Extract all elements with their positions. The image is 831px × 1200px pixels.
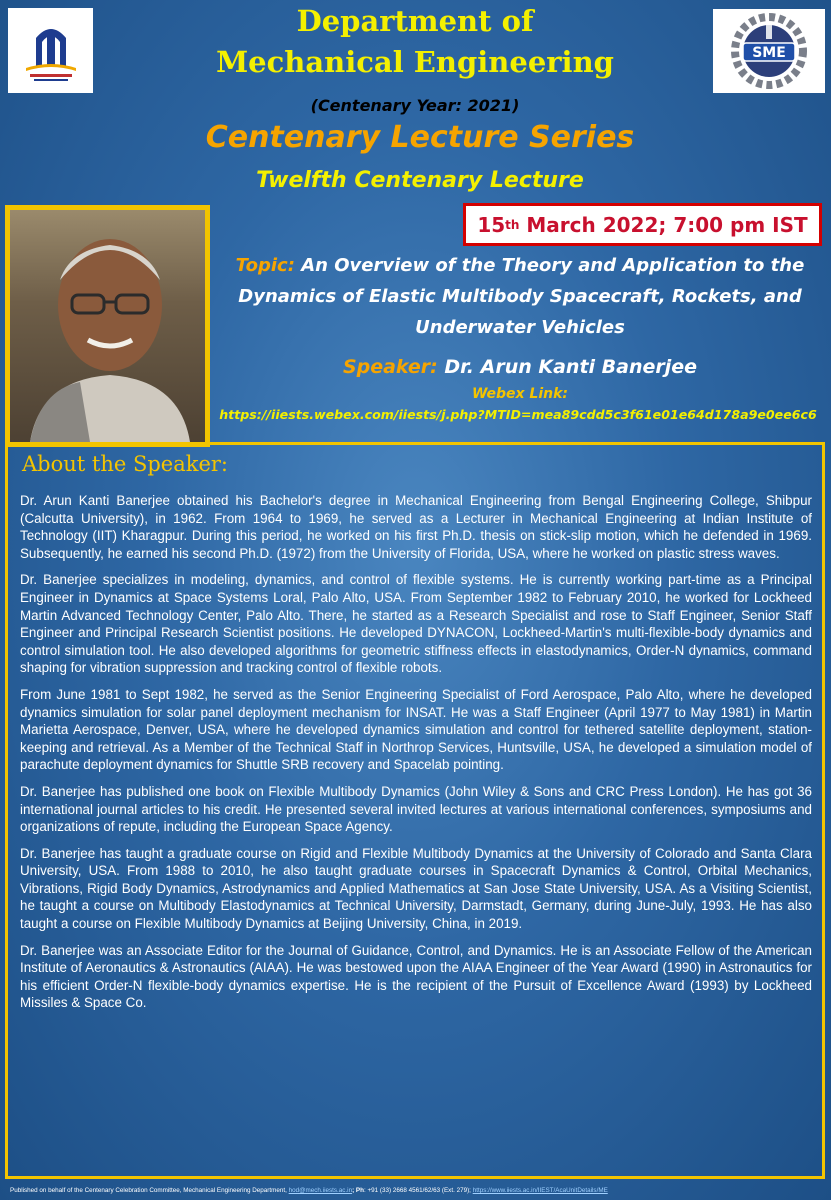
svg-text:SME: SME — [752, 45, 786, 61]
department-title-line2: Mechanical Engineering — [216, 45, 614, 79]
webex-label: Webex Link: — [471, 386, 569, 402]
topic — [215, 250, 825, 343]
footer-website-link[interactable]: https://www.iiests.ac.in/IIEST/AcaUnitDetails/ME — [472, 1187, 608, 1194]
speaker-photo — [10, 210, 205, 442]
bio-paragraph: Dr. Banerjee specializes in modeling, dynamics, and control of flexible systems. He is currently working part-time as a Principal Engineer in Dynamics at Space Systems Loral, Palo Alto, USA. From September 1982 to February 2010, he worked for Lockheed Martin Advanced Technology Center, Palo Alto. There, he started as a Research Specialist and rose to Staff Engineer, Senior Staff Engineer and Principal Research Scientist positions. He developed DYNACON, Lockheed-Martin's multi-flexible-body dynamics and control simulation tool. He also developed algorithms for geometric stiffness effects in elastodynamics, Order-N dynamics, command shaping for vibration suppression and tracking control of flexible robots. — [20, 572, 812, 676]
bio-paragraph: Dr. Banerjee was an Associate Editor for the Journal of Guidance, Control, and Dynamics. He is an Associate Fellow of the American Institute of Aeronautics & Astronautics (AIAA). He was bestowed upon the AIAA Engineer of the Year Award (1990) in Astronautics for his efficient Order-N flexible-body dynamics expertise. He is the recipient of the Pursuit of Excellence Award (1993) by Lockheed Missiles & Space Co. — [20, 942, 812, 1011]
centenary-year: (Centenary Year: 2021) — [310, 96, 520, 115]
footer-text: Published on behalf of the Centenary Celebration Committee, Mechanical Engineering Department, — [10, 1187, 289, 1194]
iiest-institute-logo-icon — [16, 16, 86, 86]
date-day: 15 — [477, 212, 506, 237]
speaker — [215, 356, 825, 378]
footer-email-link[interactable]: hod@mech.iiests.ac.in — [288, 1187, 353, 1194]
footer — [10, 1187, 825, 1194]
bio-paragraph: Dr. Banerjee has taught a graduate course on Rigid and Flexible Multibody Dynamics at the University of Colorado and Santa Clara University, USA. From 1988 to 2010, he also taught graduate courses in Spacecraft Dynamics & Control, Orbital Mechanics, Vibrations, Rigid Body Dynamics, Astrodynamics and Applied Mathematics at San Jose State University, USA. As a Visiting Scientist, he taught a course on Multibody Elastodynamics at Technical University, Darmstadt, Germany, during June-July, 1993. He has also taught a course on Flexible Multibody Dynamics at Beijing University, China, in 2019. — [20, 845, 812, 932]
event-date-badge — [463, 203, 822, 246]
institute-logo — [8, 8, 93, 93]
speaker-bio — [20, 492, 812, 1021]
date-rest: March 2022; 7:00 pm IST — [519, 212, 808, 237]
speaker-photo-frame — [5, 205, 210, 447]
topic-label: Topic: — [235, 255, 295, 276]
footer-phone-label: ; Ph — [352, 1187, 364, 1194]
department-title-line1: Department of — [296, 4, 534, 38]
sme-logo — [713, 9, 825, 93]
bio-paragraph: From June 1981 to Sept 1982, he served as the Senior Engineering Specialist of Ford Aerospace, Palo Alto, where he developed dynamics simulation for solar panel deployment mechanism for INSAT. He was a Staff Engineer (April 1977 to May 1981) in Martin Marietta Aerospace, Denver, USA, where he developed dynamics simulation and control for tethered satellite deployment, station-keeping and retrieval. As a Member of the Technical Staff in Northrop Services, Huntsville, USA, he developed a simulation model of parachute deployment dynamics for Shuttle SRB recovery and Spacelab pointing. — [20, 686, 812, 773]
about-title: About the Speaker: — [22, 452, 229, 476]
webex-link[interactable]: https://iiests.webex.com/iiests/j.php?MTID=mea89cdd5c3f61e01e64d178a9e0ee6c6 — [219, 407, 817, 422]
bio-paragraph: Dr. Arun Kanti Banerjee obtained his Bachelor's degree in Mechanical Engineering from Bengal Engineering College, Shibpur (Calcutta University), in 1962. From 1964 to 1969, he served as a Lecturer in Mechanical Engineering at Indian Institute of Technology (IIT) Kharagpur. During this period, he worked on his first Ph.D. thesis on stick-slip motion, which he defended in 1969. Subsequently, he earned his second Ph.D. (1972) from the University of Florida, USA, where he worked on plastic stress waves. — [20, 493, 812, 561]
speaker-name: Dr. Arun Kanti Banerjee — [444, 356, 698, 378]
date-suffix: th — [505, 217, 520, 232]
topic-text: An Overview of the Theory and Application to the Dynamics of Elastic Multibody Spacecraft, Rockets, and Underwater Vehicles — [238, 255, 805, 338]
lecture-number: Twelfth Centenary Lecture — [256, 168, 584, 193]
footer-phone: : +91 (33) 2668 4561/62/63 (Ext. 279); — [363, 1187, 473, 1194]
sme-society-logo-icon — [729, 13, 809, 89]
speaker-label: Speaker: — [342, 356, 438, 378]
bio-paragraph: Dr. Banerjee has published one book on Flexible Multibody Dynamics (John Wiley & Sons and CRC Press London). He has got 36 international journal articles to his credit. He presented several invited lectures at various international conferences, symposiums and organizations of repute, including the European Space Agency. — [20, 783, 812, 835]
lecture-series-title: Centenary Lecture Series — [205, 120, 635, 155]
